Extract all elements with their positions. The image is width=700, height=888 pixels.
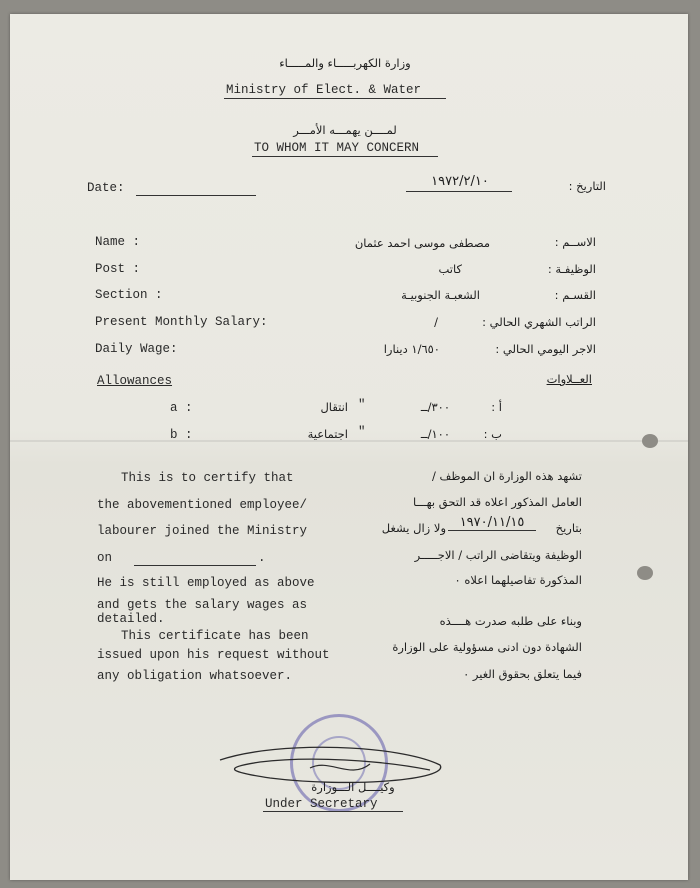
allowance-b-ditto: " [358,425,366,439]
post-value: كاتب [438,262,462,276]
daily-wage-label-arabic: الاجر اليومي الحالي : [495,342,596,356]
certify-en-line-6: and gets the salary wages as [97,598,308,612]
certify-en-line-4: on [97,551,113,565]
allowance-a-name: انتقال [320,400,348,414]
allowance-b-letter: b : [170,428,193,442]
section-label: Section : [95,288,163,302]
allowance-b-letter-arabic: ب : [483,427,502,441]
certify-en-line-2: the abovementioned employee/ [97,498,308,512]
certify-ar-line-4: الوظيفة ويتقاضى الراتب / الاجـــــر [414,548,582,562]
punch-hole-bottom [637,566,653,580]
allowance-a-amount: ٣٠٠/ــ [420,400,450,414]
date-label: Date: [87,181,125,195]
certify-ar-line-3-pre: بتاريخ [555,521,582,535]
concern-title: TO WHOM IT MAY CONCERN [254,141,420,155]
certify-ar-line-7: الشهادة دون ادنى مسؤولية على الوزارة [392,640,582,654]
under-secretary-arabic: وكيــــل الـــوزارة [311,780,395,794]
post-label: Post : [95,262,141,276]
certify-ar-line-2: العامل المذكور اعلاه قد التحق بهـــا [412,495,582,509]
monthly-salary-label-arabic: الراتب الشهري الحالي : [482,315,596,329]
certify-en-line-3: labourer joined the Ministry [97,524,308,538]
date-blank-line [136,195,256,196]
name-label: Name : [95,235,141,249]
allowance-a-letter-arabic: أ : [491,400,502,414]
certify-ar-line-1: تشهد هذه الوزارة ان الموظف / [431,469,582,483]
section-value: الشعبـة الجنوبيـة [401,288,480,302]
monthly-salary-value: / [434,315,438,329]
under-secretary-underline [263,811,403,812]
ministry-title: Ministry of Elect. & Water [226,83,422,97]
concern-arabic: لمــــن يهمـــه الأمـــر [293,123,397,137]
section-label-arabic: القسـم : [554,288,596,302]
ministry-arabic: وزارة الكهربـــــاء والمـــــاء [279,56,411,70]
allowance-a-ditto: " [358,398,366,412]
join-date-underline [448,530,536,531]
daily-wage-label: Daily Wage: [95,342,178,356]
joined-date-blank-line [134,565,256,566]
under-secretary-title: Under Secretary [265,797,378,811]
allowances-label-arabic: العــلاوات [546,372,592,386]
certify-en-line-5: He is still employed as above [97,576,315,590]
punch-hole-top [642,434,658,448]
allowance-b-name: اجتماعية [307,427,348,441]
certify-ar-line-6: وبناء على طلبه صدرت هــــذه [439,614,582,628]
date-value-underline [406,191,512,192]
date-label-arabic: التاريخ : [568,179,606,193]
daily-wage-value: ١/٦٥٠ دينارا [383,342,440,356]
certify-en-line-9: issued upon his request without [97,648,330,662]
certify-en-line-7: detailed. [97,612,165,626]
certify-en-line-4-end: . [258,551,266,565]
certify-ar-join-date: ١٩٧٠/١١/١٥ [459,515,525,530]
certify-ar-line-5: المذكورة تفاصيلهما اعلاه ٠ [454,573,582,587]
ministry-underline [224,98,446,99]
allowance-a-letter: a : [170,401,193,415]
allowances-label: Allowances [97,374,173,388]
fold-line [10,440,688,442]
concern-underline [252,156,438,157]
certify-en-line-8: This certificate has been [121,629,309,643]
name-label-arabic: الاســم : [554,235,596,249]
certify-en-line-1: This is to certify that [121,471,294,485]
date-value-arabic: ١٩٧٢/٢/١٠ [431,174,489,189]
certify-en-line-10: any obligation whatsoever. [97,669,293,683]
name-value: مصطفى موسى احمد عثمان [354,236,490,250]
allowance-b-amount: ١٠٠/ــ [420,427,450,441]
monthly-salary-label: Present Monthly Salary: [95,315,268,329]
certify-ar-line-3-post: ولا زال يشغل [381,521,446,535]
certify-ar-line-8: فيما يتعلق بحقوق الغير ٠ [463,667,582,681]
post-label-arabic: الوظيفـة : [547,262,596,276]
